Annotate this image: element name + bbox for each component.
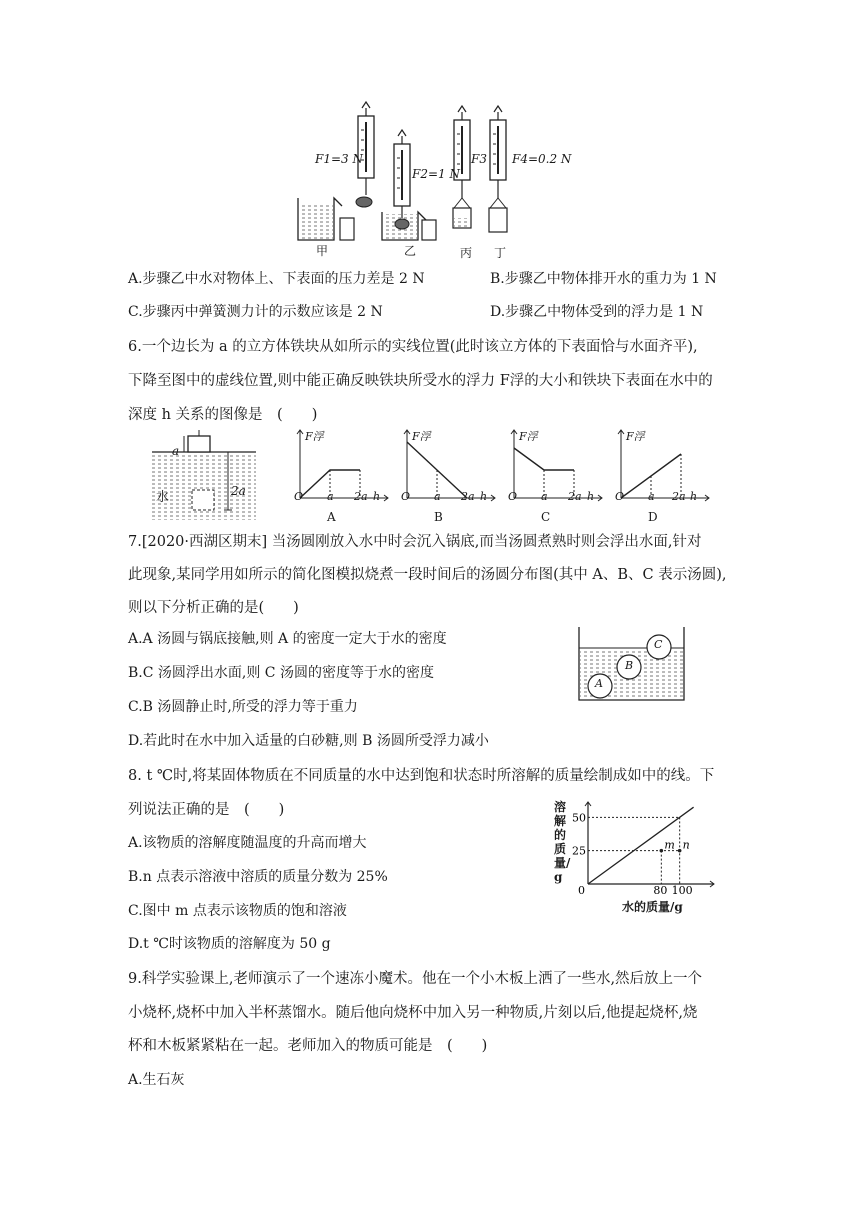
label-f2: F2=1 N	[412, 167, 460, 181]
y-tick-label-50: 50	[572, 811, 586, 825]
q9-line-2: 小烧杯,烧杯中加入半杯蒸馏水。随后他向烧杯中加入另一种物质,片刻以后,他提起烧杯,烧	[128, 1005, 698, 1021]
label-f4: F4=0.2 N	[512, 152, 572, 166]
q8-option-c: C.图中 m 点表示该物质的饱和溶液	[128, 903, 347, 919]
q7-line-3: 则以下分析正确的是( )	[128, 600, 299, 616]
graph-a-tick-h: h	[373, 490, 381, 503]
dumpling-b-label: B	[625, 659, 634, 672]
x-tick-label-80: 80	[653, 884, 668, 897]
graph-b-ylabel: F浮	[412, 430, 431, 443]
label-f3: F3	[471, 152, 487, 166]
graph-d-origin: O	[615, 490, 625, 503]
q8-option-a: A.该物质的溶解度随温度的升高而增大	[128, 835, 367, 851]
q8-option-d: D.t ℃时该物质的溶解度为 50 g	[128, 936, 331, 952]
label-f1: F1=3 N	[315, 152, 363, 166]
point-m	[660, 849, 664, 853]
point-n	[678, 849, 682, 853]
q9-line-1: 9.科学实验课上,老师演示了一个速冻小魔术。他在一个小木板上洒了一些水,然后放上一个	[128, 971, 703, 987]
graph-b-tick-a: a	[434, 490, 441, 503]
graph-d-tick-2a: 2a	[672, 490, 686, 503]
q7-option-d: D.若此时在水中加入适量的白砂糖,则 B 汤圆所受浮力减小	[128, 733, 489, 749]
dumpling-a-label: A	[595, 677, 603, 690]
q5-option-a: A.步骤乙中水对物体上、下表面的压力差是 2 N	[128, 271, 425, 287]
spring-scale-2	[394, 130, 410, 218]
cube-a-label: a	[172, 444, 180, 458]
graph-c-tick-2a: 2a	[568, 490, 582, 503]
graph-a-tick-2a: 2a	[354, 490, 368, 503]
graph-d-ylabel: F浮	[626, 430, 645, 443]
step-label-2: 乙	[404, 244, 417, 258]
q6-line-2: 下降至图中的虚线位置,则中能正确反映铁块所受水的浮力 F浮的大小和铁块下表面在水中的	[128, 373, 713, 389]
graph-b-tick-2a: 2a	[461, 490, 475, 503]
step-label-1: 甲	[316, 244, 329, 258]
graph-d-letter: D	[648, 510, 658, 524]
q7-option-b: B.C 汤圆浮出水面,则 C 汤圆的密度等于水的密度	[128, 665, 434, 681]
graph-c-origin: O	[508, 490, 518, 503]
water-label: 水	[156, 490, 170, 505]
q7-option-c: C.B 汤圆静止时,所受的浮力等于重力	[128, 699, 358, 715]
overflow-can-1	[298, 198, 354, 240]
graph-a-tick-a: a	[327, 490, 334, 503]
graph-c-tick-a: a	[541, 490, 548, 503]
q5-option-c: C.步骤丙中弹簧测力计的示数应该是 2 N	[128, 304, 383, 320]
graph-c-tick-h: h	[587, 490, 595, 503]
graph-a-letter: A	[327, 510, 336, 524]
q9-option-a: A.生石灰	[128, 1072, 185, 1088]
q5-option-d: D.步骤乙中物体受到的浮力是 1 N	[490, 304, 704, 320]
point-label-n: n	[682, 838, 690, 852]
q7-line-2: 此现象,某同学用如所示的简化图模拟烧煮一段时间后的汤圆分布图(其中 A、B、C 表示汤圆),	[128, 567, 727, 583]
q8-line-2: 列说法正确的是 ( )	[128, 802, 285, 818]
graph-b-origin: O	[401, 490, 411, 503]
q9-line-3: 杯和木板紧紧粘在一起。老师加入的物质可能是 ( )	[128, 1038, 488, 1054]
overflow-can-2	[382, 212, 436, 240]
solubility-chart	[570, 800, 720, 910]
graph-a-origin: O	[294, 490, 304, 503]
q7-line-1: 7.[2020·西湖区期末] 当汤圆刚放入水中时会沉入锅底,而当汤圆煮熟时则会浮出水面,针对	[128, 534, 702, 550]
origin-label: 0	[578, 884, 585, 897]
chart-xlabel: 水的质量/g	[622, 900, 683, 914]
q5-option-b: B.步骤乙中物体排开水的重力为 1 N	[490, 271, 717, 287]
x-tick-label-100: 100	[671, 884, 693, 897]
q8-line-1: 8. t ℃时,将某固体物质在不同质量的水中达到饱和状态时所溶解的质量绘制成如中的线。下	[128, 768, 715, 784]
q8-option-b: B.n 点表示溶液中溶质的质量分数为 25%	[128, 869, 388, 885]
dumpling-c-label: C	[654, 638, 663, 651]
step-label-4: 丁	[494, 246, 507, 260]
chart-ylabel: 溶解的质量/g	[554, 800, 571, 884]
q7-option-a: A.A 汤圆与锅底接触,则 A 的密度一定大于水的密度	[128, 631, 447, 647]
cube-diagram	[152, 430, 257, 522]
point-label-m: m	[664, 838, 675, 852]
graph-c-ylabel: F浮	[519, 430, 538, 443]
spring-scale-figure	[290, 100, 580, 262]
graph-d-tick-h: h	[690, 490, 698, 503]
y-tick-label-25: 25	[572, 844, 586, 858]
step-label-3: 丙	[460, 246, 473, 260]
graph-d-tick-a: a	[648, 490, 655, 503]
cube-2a-label: 2a	[231, 484, 246, 498]
q6-line-1: 6.一个边长为 a 的立方体铁块从如所示的实线位置(此时该立方体的下表面恰与水面齐平),	[128, 339, 698, 355]
graph-c-letter: C	[541, 510, 551, 524]
spring-scale-4	[489, 106, 507, 232]
q6-line-3: 深度 h 关系的图像是 ( )	[128, 407, 318, 423]
graph-a-ylabel: F浮	[305, 430, 324, 443]
series-line	[588, 807, 694, 884]
graph-b-tick-h: h	[480, 490, 488, 503]
graph-b-letter: B	[434, 510, 443, 524]
